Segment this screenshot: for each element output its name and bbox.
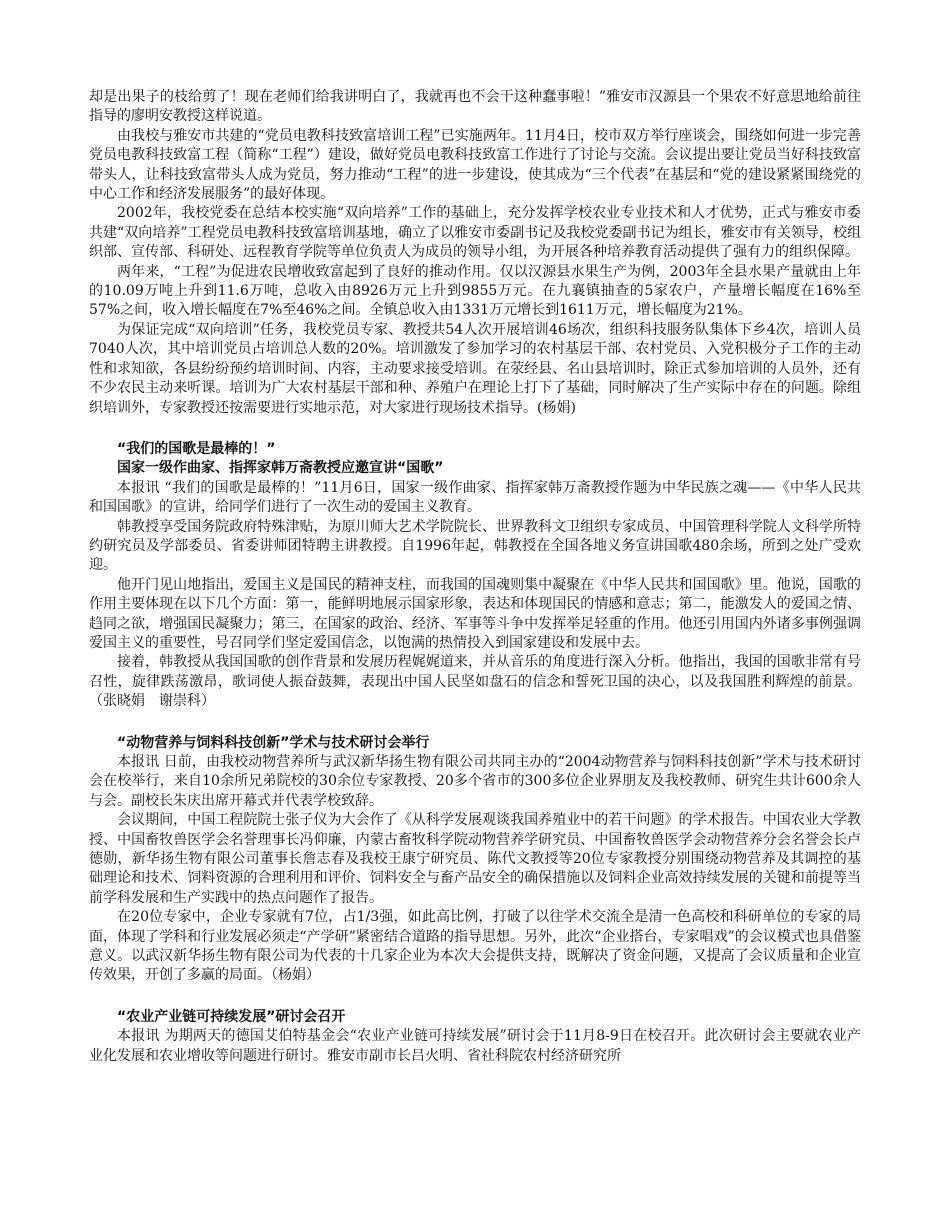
article-title: “我们的国歌是最棒的！”: [117, 440, 276, 457]
paragraph: 为保证完成“双向培训”任务，我校党员专家、教授共54人次开展培训46场次，组织科技服务队集体下乡4次，培训人员7040人次，其中培训党员占培训总人数的20%。培训激发了参加学习的农村基层干部、农村党员、入党积极分子工作的主动性和求知欲，各县纷纷预约培训时间、内容，主动要求接受培训。在荥经县、名山县培训时，除正式参加培训的人员外，还有不少农民主动来听课。培训为广大农村基层干部和种、养殖户在理论上打下了基础，同时解决了生产实际中存在的问题。除组织培训外，专家教授还按需要进行实地示范，对大家进行现场技术指导。(杨娟): [89, 321, 861, 416]
paragraph: 两年来，“工程”为促进农民增收致富起到了良好的推动作用。仅以汉源县水果生产为例，2003年全县水果产量就由上年的10.09万吨上升到11.6万吨，总收入由8926万元上升到9855万元。在九襄镇抽查的5家农户，产量增长幅度在16%至57%之间，收入增长幅度在7%至46%之间。全镇总收入由1331万元增长到1611万元，增长幅度为21%。: [89, 263, 861, 319]
article-subtitle: 国家一级作曲家、指挥家韩万斋教授应邀宣讲“国歌”: [117, 460, 444, 477]
paragraph: 在20位专家中，企业专家就有7位，占1/3强，如此高比例，打破了以往学术交流全是清一色高校和科研单位的专家的局面，体现了学科和行业发展必须走“产学研”紧密结合道路的指导思想。另外，此次“企业搭台，专家唱戏”的会议模式也具借鉴意义。以武汉新华扬生物有限公司为代表的十几家企业为本次大会提供支持，既解决了资金问题，又提高了会议质量和企业宣传效果，开创了多赢的局面。（杨娟）: [89, 909, 861, 984]
section-spacer: [89, 986, 861, 1008]
paragraph: 由我校与雅安市共建的“党员电教科技致富培训工程”已实施两年。11月4日，校市双方举行座谈会，围绕如何进一步完善党员电教科技致富工程（简称“工程”）建设，做好党员电教科技致富工作进行了讨论与交流。会议提出要让党员当好科技致富带头人，让科技致富带头人成为党员，努力推动“工程”的进一步建设，使其成为“三个代表”在基层和“党的建设紧紧围绕党的中心工作和经济发展服务”的最好体现。: [89, 127, 861, 203]
paragraph: 本报讯 日前，由我校动物营养所与武汉新华扬生物有限公司共同主办的“2004动物营养与饲料科技创新”学术与技术研讨会在校举行，来自10余所兄弟院校的30余位专家教授、20多个省市的300多位企业界朋友及我校教师、研究生共计600余人与会。副校长朱庆出席开幕式并代表学校致辞。: [89, 754, 861, 809]
article-party-training: [89, 88, 861, 418]
paragraph: 本报讯 为期两天的德国艾伯特基金会“农业产业链可持续发展”研讨会于11月8-9日在校召开。此次研讨会主要就农业产业化发展和农业增收等问题进行研讨。雅安市副市长吕火明、省社科院农村经济研究所: [89, 1028, 861, 1064]
paragraph: 他开门见山地指出，爱国主义是国民的精神支柱，而我国的国魂则集中凝聚在《中华人民共和国国歌》里。他说，国歌的作用主要体现在以下几个方面：第一，能鲜明地展示国家形象，表达和体现国民的情感和意志；第二，能激发人的爱国之情、趋同之欲，增强国民凝聚力；第三，在国家的政治、经济、军事等斗争中发挥举足轻重的作用。他还引用国内外诸多事例强调爱国主义的重要性，号召同学们坚定爱国信念，以饱满的热情投入到国家建设和发展中去。: [89, 576, 861, 651]
paragraph: 却是出果子的枝给剪了！现在老师们给我讲明白了，我就再也不会干这种蠢事啦！”雅安市汉源县一个果农不好意思地给前往指导的廖明安教授这样说道。: [89, 89, 861, 125]
article-title: “农业产业链可持续发展”研讨会召开: [117, 1008, 346, 1025]
paragraph: 本报讯 “我们的国歌是最棒的！”11月6日，国家一级作曲家、指挥家韩万斋教授作题为中华民族之魂——《中华人民共和国国歌》的宣讲，给同学们进行了一次生动的爱国主义教育。: [89, 479, 861, 516]
paragraph: 会议期间，中国工程院院士张子仪为大会作了《从科学发展观谈我国养殖业中的若干问题》的学术报告。中国农业大学教授、中国畜牧兽医学会名誉理事长冯仰廉，内蒙古畜牧科学院动物营养学研究员、中国畜牧兽医学会动物营养分会名誉会长卢德勋，新华扬生物有限公司董事长詹志春及我校王康宁研究员、陈代文教授等20位专家教授分别围绕动物营养及其调控的基础理论和技术、饲料资源的合理利用和评价、饲料安全与畜产品安全的确保措施以及饲料企业高效持续发展的关键和前提等当前学科发展和生产实践中的热点问题作了报告。: [89, 812, 861, 906]
article-animal-nutrition: [89, 734, 861, 986]
section-spacer: [89, 712, 861, 734]
paragraph: 接着，韩教授从我国国歌的创作背景和发展历程娓娓道来，并从音乐的角度进行深入分析。他指出，我国的国歌非常有号召性，旋律跌荡激昂，歌词使人振奋鼓舞，表现出中国人民坚如盘石的信念和誓死卫国的决心，以及我国胜利辉煌的前景。（张晓娟 谢崇科）: [89, 654, 861, 710]
newspaper-page: [89, 88, 861, 1066]
article-agri-industry-chain: [89, 1008, 861, 1066]
paragraph: 韩教授享受国务院政府特殊津贴，为原川师大艺术学院院长、世界教科文卫组织专家成员、中国管理科学院人文科学所特约研究员及学部委员、省委讲师团特聘主讲教授。自1996年起，韩教授在全国各地义务宣讲国歌480余场，所到之处广受欢迎。: [89, 518, 861, 574]
article-national-anthem: [89, 440, 861, 712]
paragraph: 2002年，我校党委在总结本校实施“双向培养”工作的基础上，充分发挥学校农业专业技术和人才优势，正式与雅安市委共建“双向培养”工程党员电教科技致富培训基地，确立了以雅安市委副书记及我校党委副书记为组长，雅安市有关领导，校组织部、宣传部、科研处、远程教育学院等单位负责人为成员的领导小组，为开展各种培养教育活动提供了强有力的组织保障。: [89, 205, 861, 261]
article-title: “动物营养与饲料科技创新”学术与技术研讨会举行: [117, 734, 430, 751]
section-spacer: [89, 418, 861, 440]
